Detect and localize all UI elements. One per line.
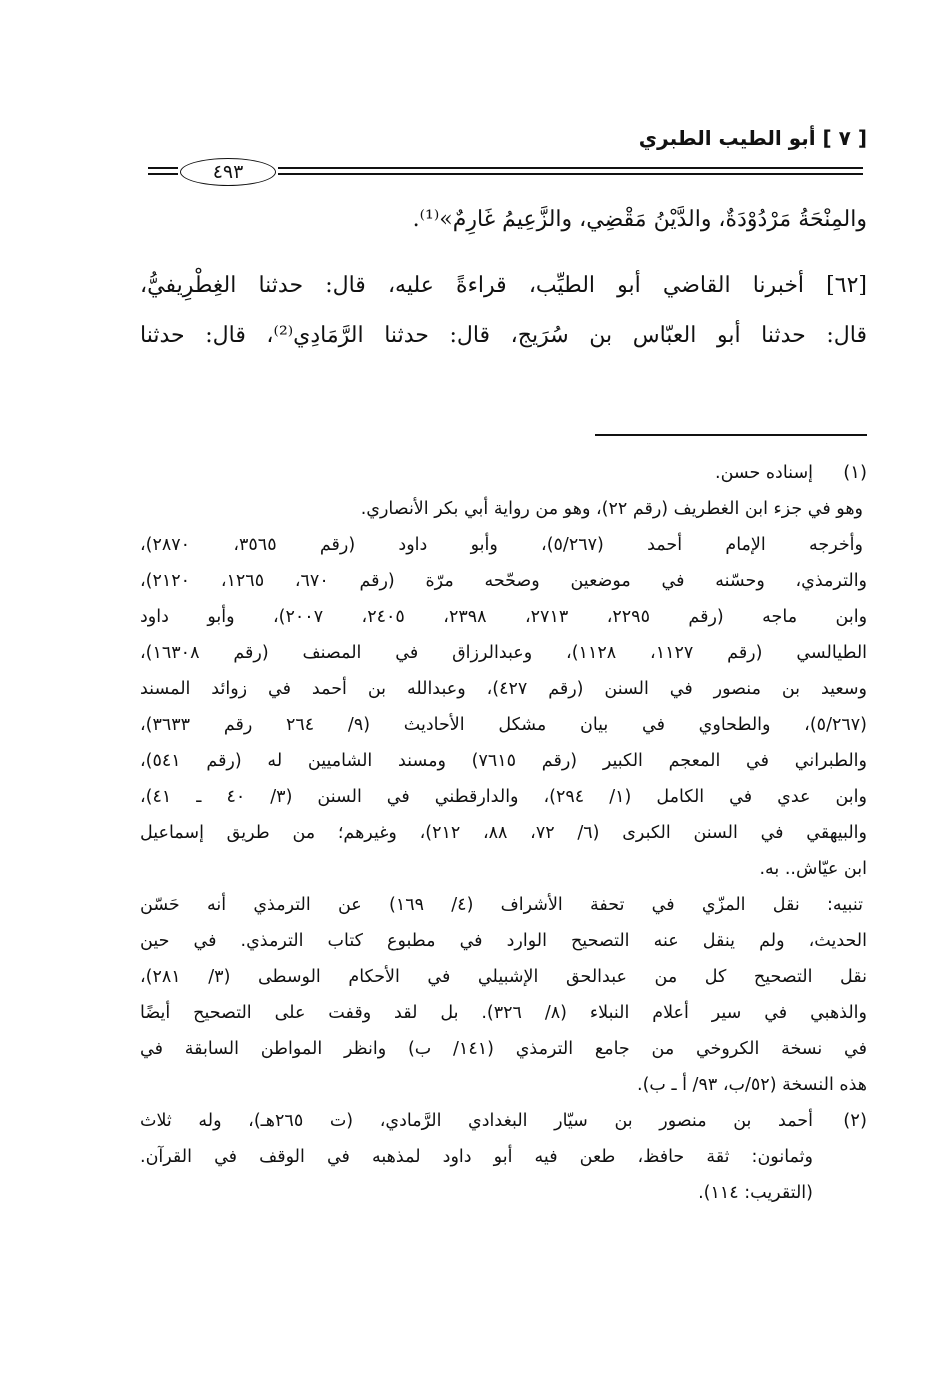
header-rule-left (148, 167, 178, 175)
main-text-line-3: قال: حدثنا أبو العبّاس بن سُرَيج، قال: حدثنا الرَّمَادِي⁽²⁾، قال: حدثنا (140, 323, 867, 348)
footnote-line: والبيهقي في السنن الكبرى (٦/ ٧٢، ٨٨، ٢١٢)، وغيرهم؛ من طريق إسماعيل (140, 823, 867, 843)
footnote-line: نقل التصحيح كل من عبدالحق الإشبيلي في الأحكام الوسطى (٣/ ٢٨١)، (140, 967, 867, 987)
running-header-title: [ ٧ ] أبو الطيب الطبري (638, 126, 867, 150)
main-text-line-2: [٦٢] أخبرنا القاضي أبو الطيِّب، قراءةً عليه، قال: حدثنا الغِطْرِيفيُّ، (140, 273, 867, 298)
page-number: ٤٩٣ (180, 158, 276, 186)
footnote-line: وثمانون: ثقة حافظ، طعن فيه أبو داود لمذهبه في الوقف في القرآن. (140, 1147, 813, 1167)
main-text-line-1: والمِنْحَةُ مَرْدُوْدَةٌ، والدَّيْنُ مَقْضِي، والزَّعِيمُ غَارِمٌ»⁽¹⁾. (412, 207, 867, 232)
footnote-line: والترمذي، وحسّنه في موضعين وصحّحه مرّة (رقم ٦٧٠، ١٢٦٥، ٢١٢٠)، (140, 571, 868, 591)
footnote-line: (التقريب: ١١٤). (698, 1183, 813, 1203)
footnote-line: وسعيد بن منصور في السنن (رقم ٤٢٧)، وعبدالله بن أحمد في زوائد المسند (140, 679, 867, 699)
footnote-line: تنبيه: نقل المزّي في تحفة الأشراف (٤/ ١٦٩) عن الترمذي أنه حَسّن (140, 895, 863, 915)
header-rule (148, 158, 863, 188)
footnote-line: هذه النسخة (٥٢/ب، ٩٣/ أ ـ ب). (637, 1075, 867, 1095)
footnote-line: والذهبي في سير أعلام النبلاء (٨/ ٣٢٦). بل لقد وقفت على التصحيح أيضًا (140, 1003, 867, 1023)
footnote-line: أحمد بن منصور بن سيّار البغدادي الرَّمادي، (ت ٢٦٥هـ)، وله ثلاث (140, 1111, 813, 1131)
footnote-line: ابن عيّاش.. به. (759, 859, 867, 879)
footnote-line: والطبراني في المعجم الكبير (رقم ٧٦١٥) ومسند الشاميين له (رقم ٥٤١)، (140, 751, 867, 771)
footnote-line: وابن ماجه (رقم ٢٢٩٥، ٢٧١٣، ٢٣٩٨، ٢٤٠٥، ٢٠٠٧)، وأبو داود (140, 607, 868, 627)
footnote-line: الحديث، ولم ينقل عنه التصحيح الوارد في مطبوع كتاب الترمذي. في حين (140, 931, 867, 951)
footnote-2-number: (٢) (843, 1110, 867, 1131)
footnote-separator (595, 434, 867, 436)
header-rule-right (278, 167, 863, 175)
footnote-line: وابن عدي في الكامل (١/ ٢٩٤)، والدارقطني في السنن (٣/ ٤٠ ـ ٤١)، (140, 787, 867, 807)
footnote-line: إسناده حسن. (715, 463, 813, 483)
footnote-line: وهو في جزء ابن الغطريف (رقم ٢٢)، وهو من رواية أبي بكر الأنصاري. (360, 499, 863, 519)
footnote-line: الطيالسي (رقم ١١٢٧، ١١٢٨)، وعبدالرزاق في المصنف (رقم ١٦٣٠٨)، (140, 643, 868, 663)
footnote-1-number: (١) (843, 462, 867, 483)
footnote-line: وأخرجه الإمام أحمد (٥/٢٦٧)، وأبو داود (رقم ٣٥٦٥، ٢٨٧٠)، (140, 535, 863, 555)
footnote-line: (٥/٢٦٧)، والطحاوي في بيان مشكل الأحاديث (٩/ ٢٦٤ رقم ٣٦٣٣)، (140, 715, 867, 735)
footnote-line: في نسخة الكروخي من جامع الترمذي (١٤١/ ب) وانظر المواطن السابقة في (140, 1039, 867, 1059)
